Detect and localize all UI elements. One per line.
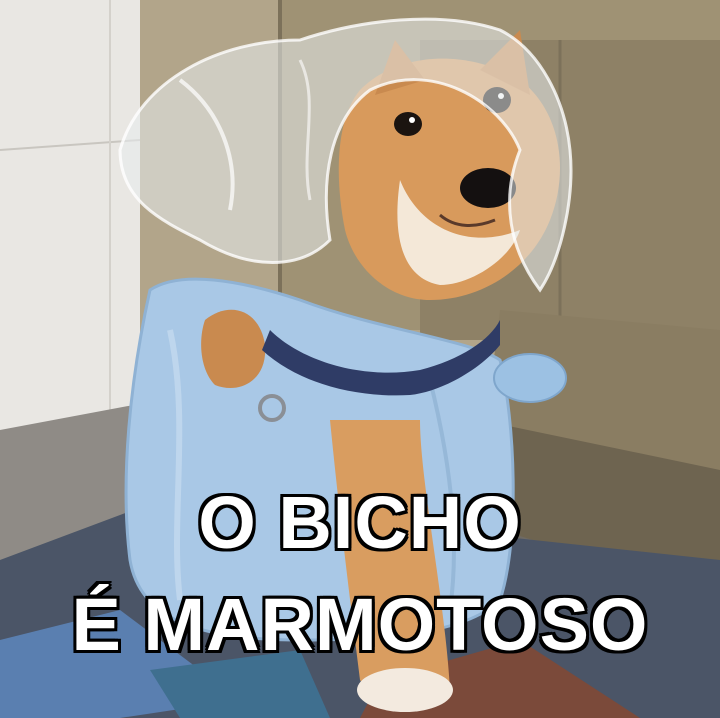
- wall-tile: [0, 0, 140, 470]
- caption-top-line: O BICHO: [198, 481, 522, 564]
- caption-bottom-line: É MARMOTOSO: [71, 583, 649, 666]
- dog-eye-left: [394, 112, 422, 136]
- dog-nose: [460, 168, 516, 208]
- bag-knot: [494, 354, 566, 402]
- dog-paw: [357, 668, 453, 712]
